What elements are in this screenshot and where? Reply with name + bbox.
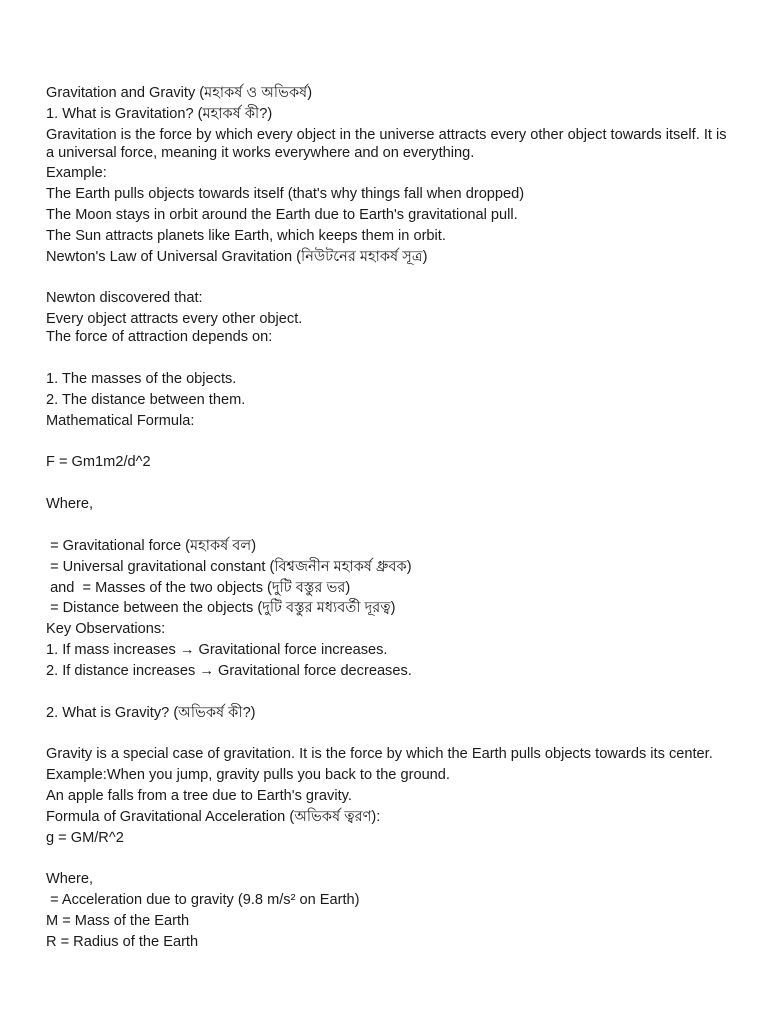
accel-formula-label: Formula of Gravitational Acceleration (অভিকর্ষ ত্বরণ): — [46, 808, 381, 825]
document-title: Gravitation and Gravity (মহাকর্ষ ও অভিকর্ষ) — [46, 85, 313, 101]
blank-line — [46, 349, 728, 370]
section2-definition: Gravity is a special case of gravitation. It is the force by which the Earth pulls objects towards its center. — [46, 746, 713, 763]
where-label: Where, — [46, 496, 94, 513]
blank-line — [46, 516, 728, 537]
dependency-item: 2. The distance between them. — [46, 391, 246, 408]
example-item: The Earth pulls objects towards itself (that's why things fall when dropped) — [46, 186, 525, 203]
newton-law-heading: Newton's Law of Universal Gravitation (নিউটনের মহাকর্ষ সূত্র) — [46, 248, 428, 265]
key-observations-label: Key Observations: — [46, 621, 166, 638]
section1-heading: 1. What is Gravitation? (মহাকর্ষ কী?) — [46, 105, 273, 122]
where-item: = Gravitational force (মহাকর্ষ বল) — [46, 537, 257, 554]
blank-line — [46, 432, 728, 453]
where-label: Where, — [46, 871, 94, 888]
newton-discovered: Newton discovered that: — [46, 290, 203, 307]
formula-gravity: g = GM/R^2 — [46, 829, 124, 846]
section2-heading: 2. What is Gravity? (অভিকর্ষ কী?) — [46, 704, 256, 721]
where-item: = Distance between the objects (দুটি বস্তুর মধ্যবর্তী দূরত্ব) — [46, 600, 396, 617]
section1-definition: Gravitation is the force by which every object in the universe attracts every other object towards itself. It is a universal force, meaning it works everywhere and on everything. — [46, 126, 731, 161]
document-body — [46, 84, 731, 954]
observation-item: 2. If distance increases → Gravitational force decreases. — [46, 662, 412, 679]
where-item: R = Radius of the Earth — [46, 933, 199, 950]
example-item: The Moon stays in orbit around the Earth due to Earth's gravitational pull. — [46, 206, 518, 223]
newton-point: The force of attraction depends on: — [46, 329, 273, 346]
section2-example: Example:When you jump, gravity pulls you back to the ground. — [46, 767, 450, 784]
math-formula-label: Mathematical Formula: — [46, 412, 195, 429]
where-item: M = Mass of the Earth — [46, 912, 190, 929]
blank-line — [46, 474, 728, 495]
dependency-item: 1. The masses of the objects. — [46, 370, 237, 387]
newton-point: Every object attracts every other object. — [46, 311, 303, 328]
blank-line — [46, 849, 728, 870]
formula-newton: F = Gm1m2/d^2 — [46, 454, 151, 471]
blank-line — [46, 683, 728, 704]
blank-line — [46, 724, 728, 745]
blank-line — [46, 268, 728, 289]
where-item: and = Masses of the two objects (দুটি বস্তুর ভর) — [46, 579, 351, 596]
example-label: Example: — [46, 165, 107, 182]
where-item: = Acceleration due to gravity (9.8 m/s² on Earth) — [46, 892, 360, 909]
observation-item: 1. If mass increases → Gravitational force increases. — [46, 641, 388, 658]
where-item: = Universal gravitational constant (বিশ্বজনীন মহাকর্ষ ধ্রুবক) — [46, 558, 412, 575]
example-item: The Sun attracts planets like Earth, which keeps them in orbit. — [46, 227, 446, 244]
section2-example: An apple falls from a tree due to Earth's gravity. — [46, 787, 352, 804]
